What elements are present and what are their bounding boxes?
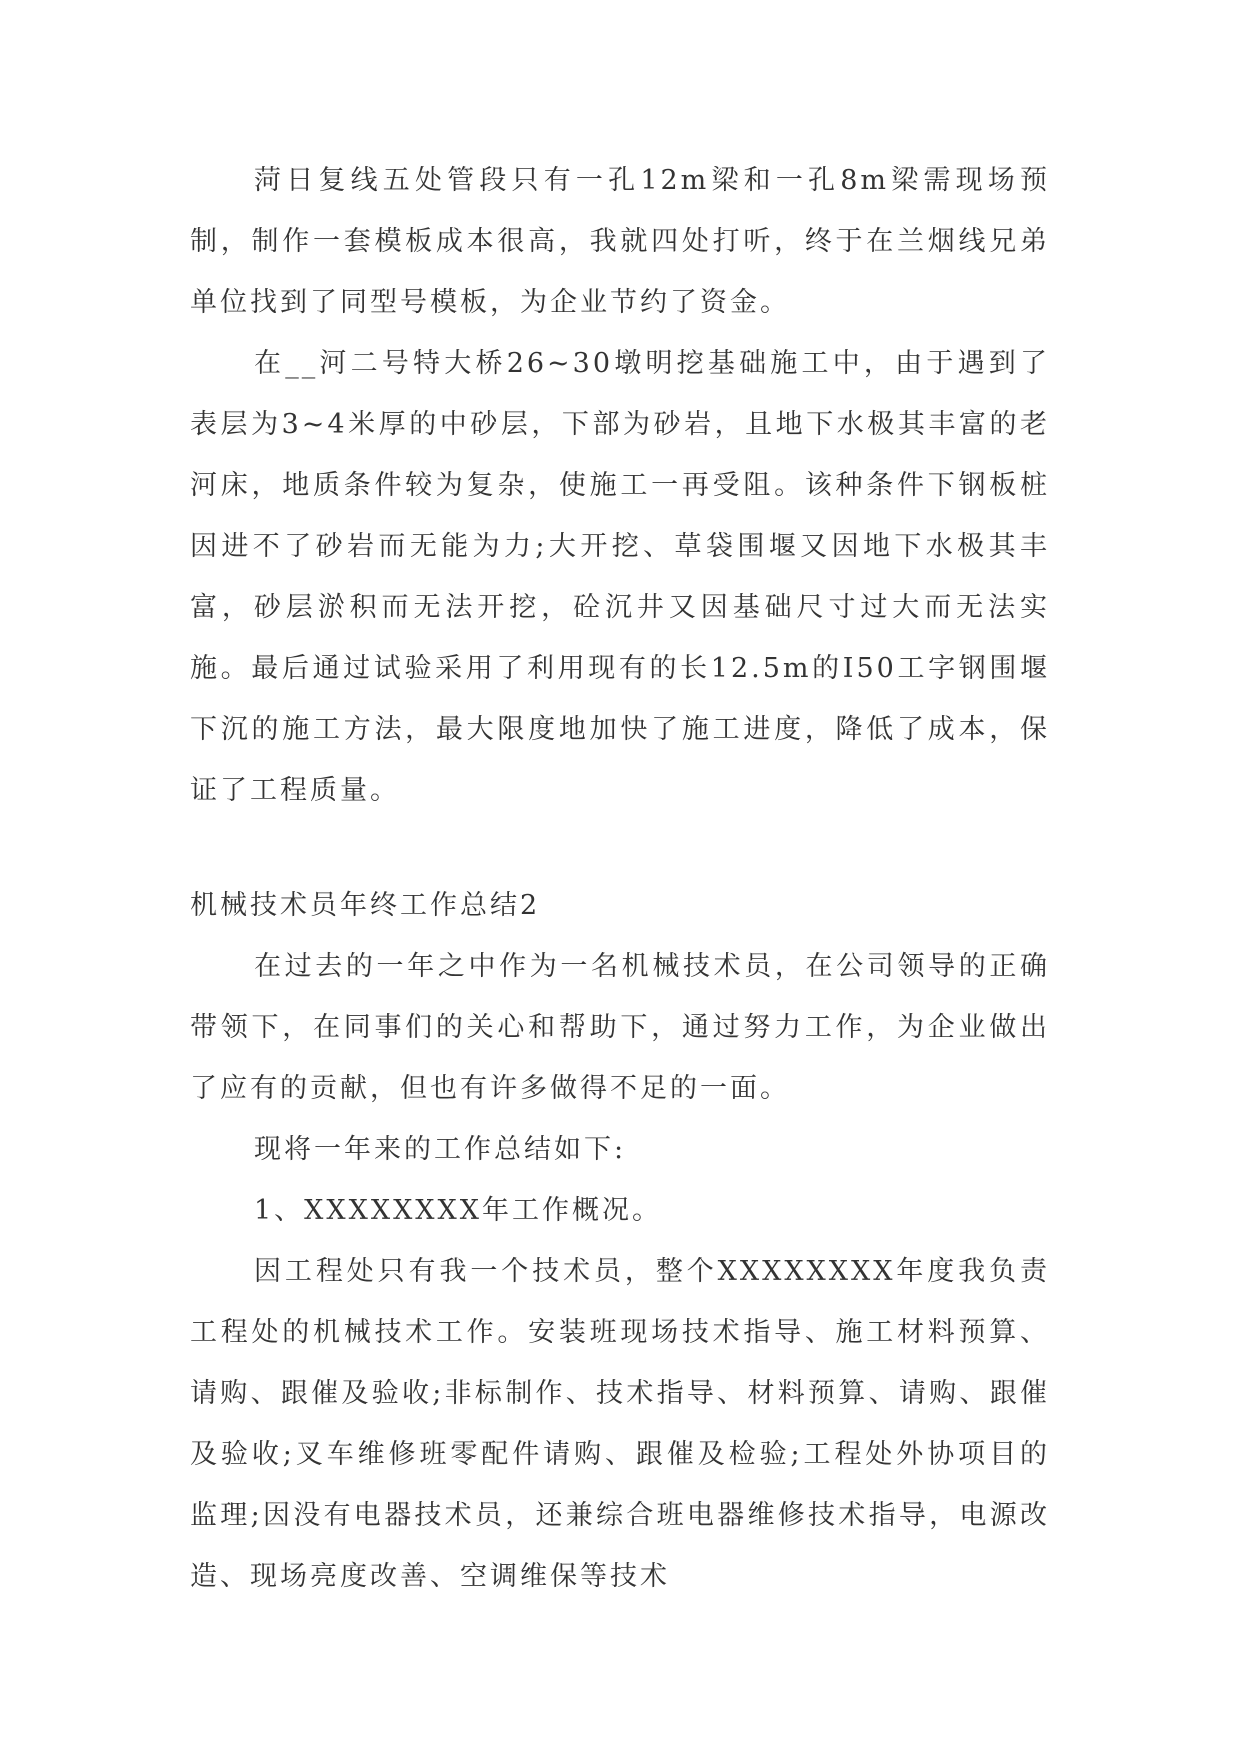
paragraph: 因工程处只有我一个技术员，整个XXXXXXXX年度我负责工程处的机械技术工作。安装班现场技术指导、施工材料预算、请购、跟催及验收;非标制作、技术指导、材料预算、请购、跟催及验收;叉车维修班零配件请购、跟催及检验;工程处外协项目的监理;因没有电器技术员，还兼综合班电器维修技术指导，电源改造、现场亮度改善、空调维保等技术 [190,1256,1050,1592]
paragraph: 1、XXXXXXXX年工作概况。 [254,1195,662,1226]
document-page [190,150,1050,1607]
paragraph: 现将一年来的工作总结如下: [254,1134,627,1165]
paragraph: 菏日复线五处管段只有一孔12m梁和一孔8m梁需现场预制，制作一套模板成本很高，我就四处打听，终于在兰烟线兄弟单位找到了同型号模板，为企业节约了资金。 [190,165,1050,318]
paragraph: 在__河二号特大桥26~30墩明挖基础施工中，由于遇到了表层为3~4米厚的中砂层，下部为砂岩，且地下水极其丰富的老河床，地质条件较为复杂，使施工一再受阻。该种条件下钢板桩因进不了砂岩而无能为力;大开挖、草袋围堰又因地下水极其丰富，砂层淤积而无法开挖，砼沉井又因基础尺寸过大而无法实施。最后通过试验采用了利用现有的长12.5m的I50工字钢围堰下沉的施工方法，最大限度地加快了施工进度，降低了成本，保证了工程质量。 [190,348,1050,806]
section-heading: 机械技术员年终工作总结2 [190,890,541,921]
paragraph: 在过去的一年之中作为一名机械技术员，在公司领导的正确带领下，在同事们的关心和帮助下，通过努力工作，为企业做出了应有的贡献，但也有许多做得不足的一面。 [190,951,1050,1104]
